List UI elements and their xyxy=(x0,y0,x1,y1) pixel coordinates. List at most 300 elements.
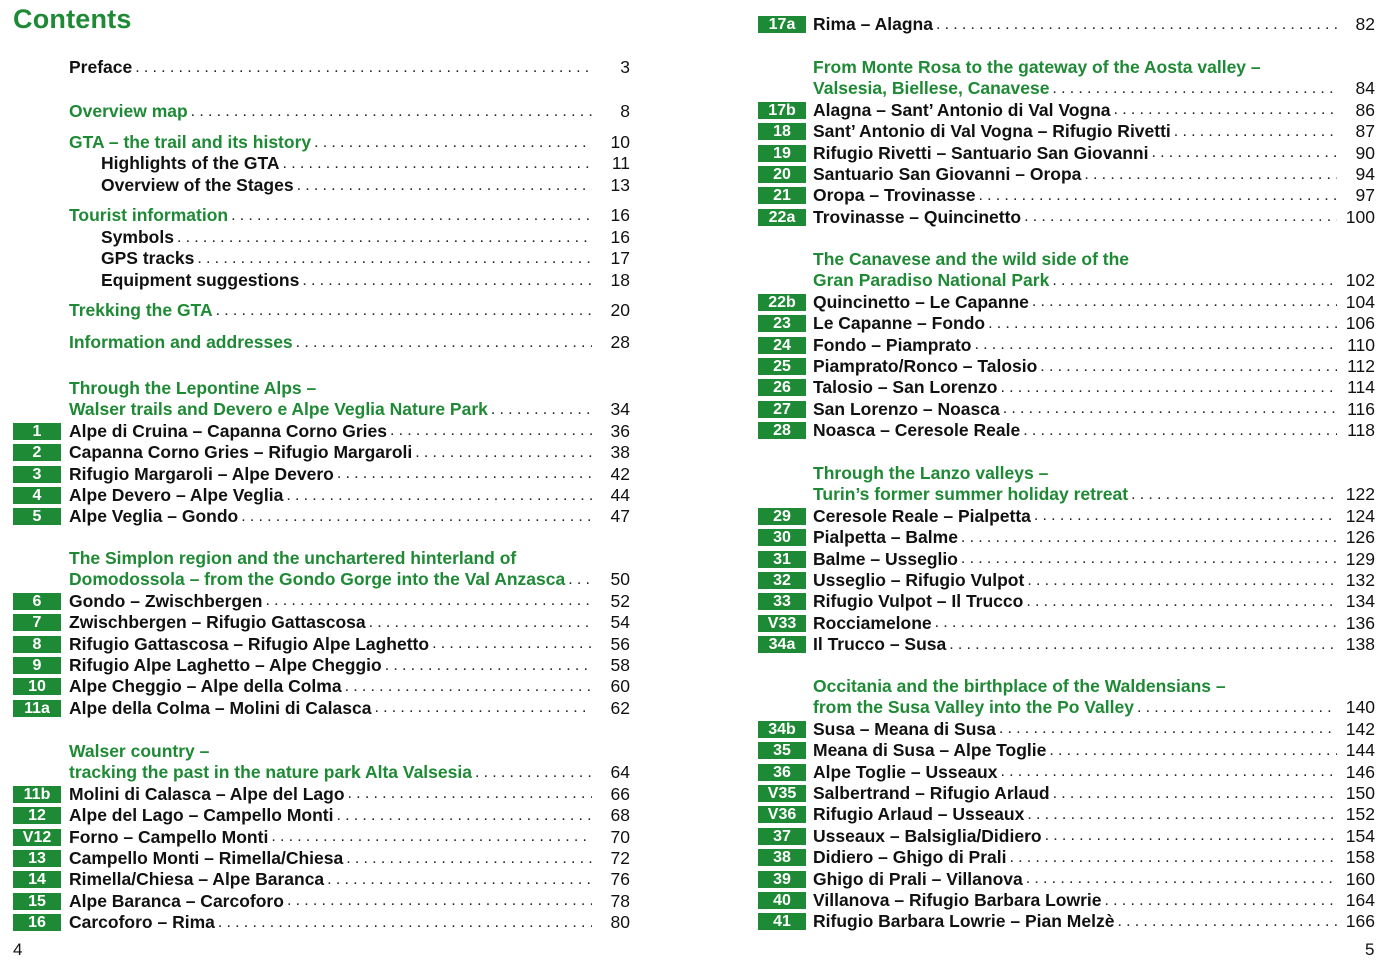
stage-page-number: 52 xyxy=(610,590,630,611)
dot-leader xyxy=(287,892,592,910)
stage-entry[interactable] xyxy=(813,826,1375,847)
stage-entry[interactable] xyxy=(813,740,1375,761)
stage-page-number: 110 xyxy=(1347,334,1375,355)
entry-page-number: 20 xyxy=(610,300,630,320)
section-heading-line1[interactable] xyxy=(69,741,630,762)
stage-number-badge: 2 xyxy=(13,444,61,461)
stage-title: Rifugio Alpe Laghetto – Alpe Cheggio xyxy=(69,655,382,675)
front-matter-entry[interactable] xyxy=(69,205,630,226)
stage-entry[interactable] xyxy=(69,698,630,719)
stage-number-badge: 13 xyxy=(13,850,61,867)
stage-page-number: 138 xyxy=(1345,634,1375,655)
section-heading-text: Through the Lanzo valleys – xyxy=(813,463,1049,483)
dot-leader xyxy=(1174,123,1337,141)
dot-leader xyxy=(1045,827,1337,845)
section-heading[interactable] xyxy=(813,484,1375,505)
dot-leader xyxy=(337,465,592,483)
entry-title: Tourist information xyxy=(69,205,229,225)
stage-number-badge: 9 xyxy=(13,657,61,674)
section-heading-text: From Monte Rosa to the gateway of the Aosta valley – xyxy=(813,57,1261,77)
dot-leader xyxy=(1032,293,1337,311)
stage-number-badge: V12 xyxy=(13,829,61,846)
stage-title: Rifugio Barbara Lowrie – Pian Melzè xyxy=(813,911,1115,932)
stage-number-badge: 24 xyxy=(758,337,806,354)
stage-page-number: 126 xyxy=(1345,527,1375,548)
stage-title: Rocciamelone xyxy=(813,612,932,633)
stage-entry[interactable] xyxy=(813,185,1375,206)
stage-number-badge: V36 xyxy=(758,806,806,823)
stage-entry[interactable] xyxy=(813,292,1375,313)
entry-page-number: 18 xyxy=(610,270,630,290)
dot-leader xyxy=(297,177,592,195)
stage-number-badge: 11a xyxy=(13,700,61,717)
stage-number-badge: 27 xyxy=(758,401,806,418)
dot-leader xyxy=(348,785,592,803)
dot-leader xyxy=(346,850,592,868)
stage-title: Rima – Alagna xyxy=(813,14,933,34)
entry-title: Preface xyxy=(69,57,133,77)
stage-entry[interactable] xyxy=(813,527,1375,548)
stage-entry[interactable] xyxy=(813,634,1375,655)
front-matter-entry[interactable] xyxy=(69,300,630,321)
section-heading[interactable] xyxy=(813,78,1375,99)
dot-leader xyxy=(1010,849,1338,867)
entry-title: Equipment suggestions xyxy=(101,270,300,290)
stage-entry[interactable] xyxy=(813,719,1375,740)
stage-page-number: 38 xyxy=(610,442,630,463)
dot-leader xyxy=(978,187,1337,205)
dot-leader xyxy=(296,334,592,352)
stage-page-number: 118 xyxy=(1347,420,1375,441)
section-page-number: 102 xyxy=(1345,270,1375,291)
stage-number-badge: 14 xyxy=(13,871,61,888)
dot-leader xyxy=(1105,892,1337,910)
stage-title: Balme – Usseglio xyxy=(813,548,958,569)
section-heading-line1[interactable] xyxy=(69,548,630,569)
stage-entry[interactable] xyxy=(69,784,630,805)
stage-entry[interactable] xyxy=(813,356,1375,377)
dot-leader xyxy=(1026,870,1337,888)
stage-number-badge: 30 xyxy=(758,529,806,546)
front-matter-entry[interactable] xyxy=(101,270,630,291)
entry-title: Information and addresses xyxy=(69,332,293,352)
stage-page-number: 70 xyxy=(610,826,630,847)
stage-number-badge: 41 xyxy=(758,913,806,930)
stage-entry[interactable] xyxy=(69,869,630,890)
dot-leader xyxy=(999,720,1337,738)
section-page-number: 34 xyxy=(610,399,630,420)
dot-leader xyxy=(369,614,592,632)
section-page-number: 140 xyxy=(1345,697,1375,718)
front-matter-entry[interactable] xyxy=(101,227,630,248)
dot-leader xyxy=(177,229,592,247)
page-number-left: 4 xyxy=(13,940,23,959)
dot-leader xyxy=(374,699,592,717)
stage-entry[interactable] xyxy=(813,911,1375,932)
stage-entry[interactable] xyxy=(813,399,1375,420)
section-heading-text: Domodossola – from the Gondo Gorge into the Val Anzasca xyxy=(69,569,566,590)
dot-leader xyxy=(1026,593,1337,611)
section-heading-text: tracking the past in the nature park Alta Valsesia xyxy=(69,762,472,783)
page-title: Contents xyxy=(13,4,132,34)
section-heading[interactable] xyxy=(69,399,630,420)
dot-leader xyxy=(266,592,593,610)
stage-title: Ceresole Reale – Pialpetta xyxy=(813,505,1031,526)
stage-title: Sant’ Antonio di Val Vogna – Rifugio Rivetti xyxy=(813,121,1171,142)
dot-leader xyxy=(935,614,1337,632)
dot-leader xyxy=(475,764,592,782)
stage-entry[interactable] xyxy=(69,827,630,848)
stage-page-number: 106 xyxy=(1345,313,1375,334)
section-heading-text: Occitania and the birthplace of the Waldensians – xyxy=(813,676,1226,696)
stage-entry[interactable] xyxy=(813,869,1375,890)
stage-page-number: 104 xyxy=(1345,291,1375,312)
dot-leader xyxy=(1049,742,1337,760)
dot-leader xyxy=(197,250,592,268)
stage-entry[interactable] xyxy=(813,613,1375,634)
stage-number-badge: 37 xyxy=(758,828,806,845)
entry-title: Overview map xyxy=(69,101,188,121)
stage-entry[interactable] xyxy=(813,313,1375,334)
entry-title: GTA – the trail and its history xyxy=(69,132,312,152)
dot-leader xyxy=(1034,507,1337,525)
stage-entry[interactable] xyxy=(813,783,1375,804)
stage-entry[interactable] xyxy=(69,634,630,655)
dot-leader xyxy=(216,302,592,320)
stage-number-badge: 21 xyxy=(758,187,806,204)
stage-entry[interactable] xyxy=(69,442,630,463)
entry-page-number: 16 xyxy=(610,227,630,247)
section-heading-text: Turin’s former summer holiday retreat xyxy=(813,484,1129,505)
stage-title: Alpe Devero – Alpe Veglia xyxy=(69,485,284,505)
section-heading-line1[interactable] xyxy=(69,378,630,399)
stage-entry[interactable] xyxy=(813,506,1375,527)
stage-title: Rifugio Margaroli – Alpe Devero xyxy=(69,463,334,484)
stage-number-badge: 18 xyxy=(758,123,806,140)
stage-number-badge: 23 xyxy=(758,315,806,332)
dot-leader xyxy=(135,59,592,77)
dot-leader xyxy=(241,508,592,526)
stage-page-number: 124 xyxy=(1345,505,1375,526)
stage-title: Rifugio Arlaud – Usseaux xyxy=(813,804,1025,825)
stage-title: Fondo – Piamprato xyxy=(813,334,972,355)
stage-page-number: 36 xyxy=(610,420,630,441)
stage-title: Salbertrand – Rifugio Arlaud xyxy=(813,783,1050,803)
stage-number-badge: 7 xyxy=(13,614,61,631)
entry-page-number: 28 xyxy=(610,332,630,352)
stage-title: Alpe Toglie – Usseaux xyxy=(813,761,998,782)
stage-page-number: 150 xyxy=(1345,783,1375,803)
entry-page-number: 17 xyxy=(610,248,630,268)
dot-leader xyxy=(1024,208,1337,226)
stage-entry[interactable] xyxy=(69,591,630,612)
stage-entry[interactable] xyxy=(69,464,630,485)
stage-entry[interactable] xyxy=(69,421,630,442)
section-heading-line1[interactable] xyxy=(813,676,1375,697)
stage-title: Alpe Veglia – Gondo xyxy=(69,506,239,527)
section-heading-text: Gran Paradiso National Park xyxy=(813,270,1050,291)
stage-number-badge: 15 xyxy=(13,893,61,910)
dot-leader xyxy=(286,487,592,505)
stage-number-badge: 36 xyxy=(758,764,806,781)
stage-page-number: 82 xyxy=(1355,14,1375,34)
entry-title: Symbols xyxy=(101,227,174,247)
stage-entry[interactable] xyxy=(69,912,630,933)
dot-leader xyxy=(961,550,1337,568)
stage-title: Oropa – Trovinasse xyxy=(813,185,976,206)
stage-title: Il Trucco – Susa xyxy=(813,634,947,655)
section-page-number: 64 xyxy=(610,762,630,783)
stage-title: Usseaux – Balsiglia/Didiero xyxy=(813,825,1042,846)
stage-title: Alpe di Cruina – Capanna Corno Gries xyxy=(69,420,387,441)
dot-leader xyxy=(1000,379,1337,397)
stage-entry[interactable] xyxy=(69,506,630,527)
stage-page-number: 58 xyxy=(610,655,630,675)
stage-title: Capanna Corno Gries – Rifugio Margaroli xyxy=(69,442,413,463)
section-heading-line1[interactable] xyxy=(813,249,1375,270)
stage-title: Susa – Meana di Susa xyxy=(813,718,996,739)
stage-page-number: 90 xyxy=(1355,142,1375,163)
dot-leader xyxy=(385,657,592,675)
section-page-number: 50 xyxy=(610,569,630,590)
stage-entry[interactable] xyxy=(813,377,1375,398)
section-heading-line1[interactable] xyxy=(813,57,1375,78)
dot-leader xyxy=(949,636,1337,654)
stage-number-badge: 22b xyxy=(758,294,806,311)
stage-page-number: 129 xyxy=(1345,548,1375,569)
dot-leader xyxy=(1053,785,1337,803)
stage-entry[interactable] xyxy=(813,549,1375,570)
stage-title: Trovinasse – Quincinetto xyxy=(813,206,1022,227)
stage-entry[interactable] xyxy=(813,762,1375,783)
front-matter-entry[interactable] xyxy=(101,248,630,269)
stage-title: Forno – Campello Monti xyxy=(69,826,269,847)
stage-page-number: 114 xyxy=(1347,377,1375,398)
stage-page-number: 100 xyxy=(1345,206,1375,227)
stage-number-badge: 8 xyxy=(13,636,61,653)
dot-leader xyxy=(1114,101,1337,119)
stage-page-number: 78 xyxy=(610,890,630,911)
stage-entry[interactable] xyxy=(69,612,630,633)
stage-entry[interactable] xyxy=(813,591,1375,612)
stage-number-badge: 28 xyxy=(758,422,806,439)
stage-page-number: 136 xyxy=(1345,612,1375,633)
stage-page-number: 144 xyxy=(1345,740,1375,761)
stage-page-number: 44 xyxy=(610,485,630,505)
stage-entry[interactable] xyxy=(813,847,1375,868)
stage-page-number: 97 xyxy=(1355,185,1375,206)
stage-title: Didiero – Ghigo di Prali xyxy=(813,847,1007,868)
stage-page-number: 62 xyxy=(610,697,630,718)
entry-page-number: 13 xyxy=(610,175,630,195)
stage-entry[interactable] xyxy=(813,143,1375,164)
dot-leader xyxy=(1151,144,1337,162)
stage-title: Rifugio Vulpot – Il Trucco xyxy=(813,591,1024,612)
dot-leader xyxy=(432,635,592,653)
stage-number-badge: 34a xyxy=(758,636,806,653)
page-number-right: 5 xyxy=(1365,940,1375,959)
dot-leader xyxy=(974,336,1337,354)
front-matter-entry[interactable] xyxy=(69,101,630,122)
stage-title: Santuario San Giovanni – Oropa xyxy=(813,164,1082,184)
stage-page-number: 166 xyxy=(1345,911,1375,932)
stage-number-badge: 25 xyxy=(758,358,806,375)
entry-page-number: 8 xyxy=(620,101,630,121)
stage-title: Zwischbergen – Rifugio Gattascosa xyxy=(69,612,366,633)
stage-title: Molini di Calasca – Alpe del Lago xyxy=(69,783,345,804)
entry-title: Highlights of the GTA xyxy=(101,153,280,173)
entry-title: GPS tracks xyxy=(101,248,195,268)
stage-entry[interactable] xyxy=(813,14,1375,35)
stage-page-number: 134 xyxy=(1345,591,1375,612)
stage-page-number: 80 xyxy=(610,912,630,933)
stage-page-number: 146 xyxy=(1345,761,1375,782)
front-matter-entry[interactable] xyxy=(101,153,630,174)
stage-title: Quincinetto – Le Capanne xyxy=(813,291,1029,312)
stage-title: Usseglio – Rifugio Vulpot xyxy=(813,570,1025,590)
dot-leader xyxy=(336,807,592,825)
stage-number-badge: 16 xyxy=(13,914,61,931)
stage-entry[interactable] xyxy=(813,890,1375,911)
stage-page-number: 47 xyxy=(610,506,630,527)
dot-leader xyxy=(1131,486,1337,504)
stage-page-number: 158 xyxy=(1345,847,1375,868)
stage-entry[interactable] xyxy=(813,570,1375,591)
stage-page-number: 116 xyxy=(1347,398,1375,419)
dot-leader xyxy=(1023,422,1337,440)
entry-page-number: 16 xyxy=(610,205,630,225)
front-matter-entry[interactable] xyxy=(69,332,630,353)
front-matter-entry[interactable] xyxy=(101,175,630,196)
dot-leader xyxy=(1040,358,1337,376)
stage-number-badge: V35 xyxy=(758,785,806,802)
section-heading[interactable] xyxy=(813,270,1375,291)
stage-number-badge: 34b xyxy=(758,721,806,738)
stage-entry[interactable] xyxy=(69,805,630,826)
stage-page-number: 164 xyxy=(1345,890,1375,910)
dot-leader xyxy=(961,529,1337,547)
dot-leader xyxy=(1027,572,1337,590)
section-heading[interactable] xyxy=(813,697,1375,718)
stage-number-badge: 12 xyxy=(13,807,61,824)
section-page-number: 84 xyxy=(1355,78,1375,99)
stage-entry[interactable] xyxy=(813,121,1375,142)
section-heading[interactable] xyxy=(69,762,630,783)
stage-page-number: 94 xyxy=(1355,164,1375,184)
stage-title: Alpe del Lago – Campello Monti xyxy=(69,805,334,826)
stage-entry[interactable] xyxy=(813,100,1375,121)
dot-leader xyxy=(1137,699,1337,717)
section-page-number: 122 xyxy=(1345,484,1375,505)
stage-number-badge: 11b xyxy=(13,786,61,803)
stage-entry[interactable] xyxy=(813,420,1375,441)
front-matter-entry[interactable] xyxy=(69,132,630,153)
section-heading-line1[interactable] xyxy=(813,463,1375,484)
stage-title: Meana di Susa – Alpe Toglie xyxy=(813,740,1047,761)
stage-title: Noasca – Ceresole Reale xyxy=(813,420,1021,441)
stage-title: San Lorenzo – Noasca xyxy=(813,398,1000,419)
stage-entry[interactable] xyxy=(69,891,630,912)
stage-page-number: 152 xyxy=(1345,804,1375,825)
stage-number-badge: 19 xyxy=(758,145,806,162)
stage-number-badge: 6 xyxy=(13,593,61,610)
stage-title: Ghigo di Prali – Villanova xyxy=(813,868,1023,889)
stage-number-badge: 33 xyxy=(758,593,806,610)
dot-leader xyxy=(1117,913,1337,931)
stage-number-badge: 3 xyxy=(13,466,61,483)
stage-entry[interactable] xyxy=(813,804,1375,825)
section-heading-text: Walser trails and Devero e Alpe Veglia Nature Park xyxy=(69,399,488,420)
entry-page-number: 10 xyxy=(610,132,630,152)
stage-entry[interactable] xyxy=(69,848,630,869)
stage-entry[interactable] xyxy=(813,207,1375,228)
stage-title: Talosio – San Lorenzo xyxy=(813,377,998,398)
stage-number-badge: 26 xyxy=(758,379,806,396)
stage-number-badge: 20 xyxy=(758,166,806,183)
stage-number-badge: 17a xyxy=(758,16,806,33)
entry-title: Overview of the Stages xyxy=(101,175,294,195)
stage-number-badge: 32 xyxy=(758,572,806,589)
stage-page-number: 72 xyxy=(610,848,630,868)
stage-number-badge: 22a xyxy=(758,209,806,226)
stage-page-number: 142 xyxy=(1345,718,1375,739)
stage-page-number: 132 xyxy=(1345,570,1375,590)
dot-leader xyxy=(988,315,1337,333)
stage-entry[interactable] xyxy=(69,655,630,676)
stage-title: Gondo – Zwischbergen xyxy=(69,590,263,611)
dot-leader xyxy=(1084,166,1337,184)
stage-page-number: 60 xyxy=(610,676,630,697)
stage-title: Villanova – Rifugio Barbara Lowrie xyxy=(813,890,1102,910)
stage-title: Carcoforo – Rima xyxy=(69,912,215,933)
stage-number-badge: 31 xyxy=(758,551,806,568)
stage-page-number: 54 xyxy=(610,612,630,633)
stage-title: Alagna – Sant’ Antonio di Val Vogna xyxy=(813,99,1111,120)
dot-leader xyxy=(191,103,592,121)
entry-page-number: 3 xyxy=(620,57,630,77)
section-heading[interactable] xyxy=(69,569,630,590)
stage-page-number: 112 xyxy=(1347,356,1375,376)
stage-entry[interactable] xyxy=(813,335,1375,356)
stage-title: Rimella/Chiesa – Alpe Baranca xyxy=(69,869,325,890)
stage-title: Campello Monti – Rimella/Chiesa xyxy=(69,848,344,868)
front-matter-entry[interactable] xyxy=(69,57,630,78)
stage-title: Piamprato/Ronco – Talosio xyxy=(813,356,1038,376)
stage-page-number: 68 xyxy=(610,805,630,826)
entry-title: Trekking the GTA xyxy=(69,300,213,320)
stage-number-badge: 29 xyxy=(758,508,806,525)
stage-page-number: 76 xyxy=(610,869,630,890)
stage-page-number: 56 xyxy=(610,633,630,654)
dot-leader xyxy=(1003,400,1337,418)
stage-entry[interactable] xyxy=(69,676,630,697)
stage-title: Alpe della Colma – Molini di Calasca xyxy=(69,697,372,718)
dot-leader xyxy=(1052,272,1337,290)
dot-leader xyxy=(345,678,592,696)
dot-leader xyxy=(936,16,1337,34)
stage-entry[interactable] xyxy=(69,485,630,506)
stage-number-badge: 35 xyxy=(758,742,806,759)
stage-entry[interactable] xyxy=(813,164,1375,185)
stage-number-badge: 38 xyxy=(758,849,806,866)
dot-leader xyxy=(1052,80,1337,98)
stage-title: Pialpetta – Balme xyxy=(813,527,958,548)
stage-page-number: 154 xyxy=(1345,825,1375,846)
stage-page-number: 66 xyxy=(610,783,630,804)
stage-number-badge: V33 xyxy=(758,615,806,632)
stage-number-badge: 4 xyxy=(13,487,61,504)
stage-number-badge: 10 xyxy=(13,678,61,695)
